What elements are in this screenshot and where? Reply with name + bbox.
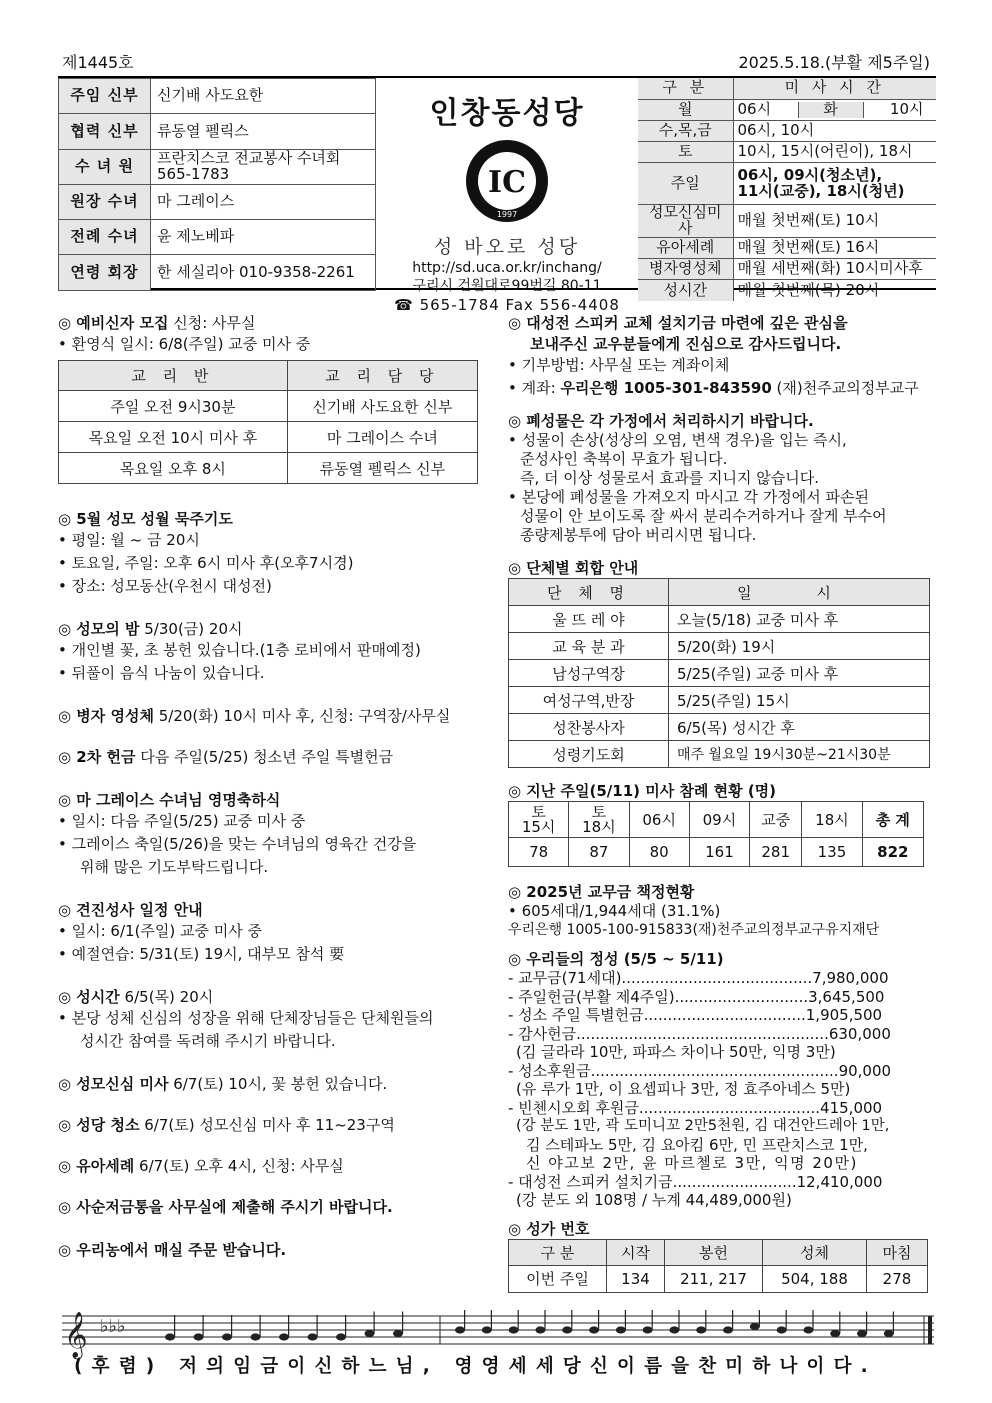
staff-label: 연령 회장 (59, 255, 151, 290)
table-cell: 성령기도회 (509, 741, 669, 768)
note-icon (777, 1326, 787, 1333)
hymns-section (508, 1218, 930, 1293)
mass-label: 성모신심미사 (638, 205, 733, 238)
section-title: ◎ 우리들의 정성 (5/5 ~ 5/11) (508, 950, 724, 968)
table-cell: 교 육 분 과 (509, 633, 669, 660)
table-cell: 주일 오전 9시30분 (59, 391, 288, 422)
table-cell: 504, 188 (763, 1265, 867, 1292)
bullet-continuation: 위해 많은 기도부탁드립니다. (80, 858, 269, 876)
offering-line: - 주일헌금(부활 제4주일)............................3,645,500 (508, 987, 885, 1006)
table-header: 토 18시 (569, 802, 629, 838)
mass-label: 성시간 (638, 280, 733, 301)
section-title: ◎ 지난 주일(5/11) 미사 참례 현황 (명) (508, 782, 777, 800)
meetings-table (508, 578, 930, 768)
mass-header: 구 분 (638, 78, 733, 99)
attendance-table (508, 801, 924, 867)
note-icon (482, 1326, 492, 1333)
note-icon (696, 1326, 706, 1333)
offering-line: - 성소후원금....................................................90,000 (508, 1061, 892, 1080)
speaker-section (508, 312, 930, 400)
bullet: • 일시: 6/1(주일) 교중 미사 중 (58, 920, 478, 943)
table-header: 구 분 (509, 1239, 607, 1265)
offering-line: - 성소 주일 특별헌금..................................1,905,500 (508, 1006, 883, 1024)
catechism-table (58, 360, 478, 484)
cleaning-section: ◎ 성당 청소 6/7(토) 성모신심 미사 후 11~23구역 (58, 1116, 395, 1134)
note-icon (365, 1330, 375, 1337)
offering-line: - 대성전 스피커 설치기금..........................12,410,000 (508, 1172, 883, 1191)
dues-line: • 605세대/1,944세대 (31.1%) (508, 902, 721, 920)
table-cell: 5/25(주일) 교중 미사 후 (669, 660, 930, 687)
table-header: 교중 (750, 802, 802, 838)
bullet-continuation: 준성사인 축복이 무효가 됩니다. (520, 450, 728, 468)
bullet: • 성물이 손상(성상의 오염, 변색 경우)을 입는 즉시, (508, 431, 930, 450)
feast-section (58, 789, 478, 879)
note-icon (857, 1330, 867, 1337)
table-header: 06시 (629, 802, 689, 838)
staff-label: 협력 신부 (59, 114, 151, 149)
table-cell: 남성구역장 (509, 660, 669, 687)
disposal-section (508, 410, 930, 545)
table-header: 시작 (607, 1239, 665, 1265)
church-address: 구리시 건원대로99번길 80-11 (412, 278, 602, 294)
section-title: ◎ 대성전 스피커 교체 설치기금 마련에 깊은 관심을 (508, 314, 848, 332)
table-cell: 822 (862, 838, 923, 867)
note-icon (308, 1333, 318, 1340)
bullet-continuation: 성시간 참여를 독려해 주시기 바랍니다. (80, 1032, 336, 1050)
table-header: 성체 (763, 1239, 867, 1265)
note-icon (194, 1333, 204, 1340)
bullet: • 본당 성체 신심의 성장을 위해 단체장님들은 단체원들의 (58, 1007, 478, 1030)
table-cell: 류동열 펠릭스 신부 (287, 453, 477, 484)
note-icon (589, 1326, 599, 1333)
table-cell: 80 (629, 838, 689, 867)
table-cell: 211, 217 (665, 1265, 763, 1292)
church-name: 인창동성당 (429, 96, 585, 131)
notes-group (165, 1310, 894, 1341)
mass-value: 매월 첫번째(토) 16시 (733, 237, 936, 258)
table-header: 09시 (689, 802, 749, 838)
mass-header: 미 사 시 간 (733, 78, 936, 99)
meetings-section (508, 557, 930, 768)
bullet: • 기부방법: 사무실 또는 계좌이체 (508, 354, 930, 377)
table-header: 봉헌 (665, 1239, 763, 1265)
staff-value: 마 그레이스 (151, 184, 376, 219)
table-cell: 161 (689, 838, 749, 867)
mass-label: 주일 (638, 163, 733, 205)
mass-value: 06시 화 10시 (733, 99, 936, 120)
table-header: 일 시 (669, 579, 930, 606)
left-column (58, 312, 478, 1260)
refrain-lyrics: (후렴) 저의임금이신하느님, 영영세세당신이름을찬미하나이다. (74, 1356, 877, 1377)
offering-line: - 빈첸시오회 후원금......................................415,000 (508, 1098, 883, 1117)
attendance-section (508, 780, 930, 867)
table-header: 18시 (802, 802, 862, 838)
offering-detail: (강 분도 외 108명 / 누계 44,489,000원) (516, 1191, 792, 1209)
table-cell: 신기배 사도요한 신부 (287, 391, 477, 422)
plum-section: ◎ 우리농에서 매실 주문 받습니다. (58, 1241, 287, 1259)
svg-text:1997: 1997 (496, 210, 518, 219)
table-header: 교 리 담 당 (287, 361, 477, 391)
mass-value: 매월 첫번째(토) 10시 (733, 205, 936, 238)
bullet: • 평일: 월 ~ 금 20시 (58, 529, 478, 552)
section-title: ◎ 마 그레이스 수녀님 영명축하식 (58, 791, 281, 809)
note-icon (830, 1330, 840, 1337)
mass-label: 토 (638, 142, 733, 163)
section-title: ◎ 5월 성모 성월 묵주기도 (58, 510, 233, 528)
svg-text:IC: IC (488, 165, 526, 200)
table-cell: 5/20(화) 19시 (669, 633, 930, 660)
offering-line: - 감사헌금.....................................................630,000 (508, 1024, 891, 1043)
staff-label: 수 녀 원 (59, 149, 151, 184)
issue-number: 제1445호 (62, 53, 134, 72)
mass-value: 10시, 15시(어린이), 18시 (733, 142, 936, 163)
holy-hour-section (58, 986, 478, 1053)
mass-value: 매월 세번째(화) 10시미사후 (733, 258, 936, 279)
bullet-continuation: 즉, 더 이상 성물로서 효과를 지니지 않습니다. (520, 469, 819, 487)
section-title: ◎ 폐성물은 각 가정에서 처리하시기 바랍니다. (508, 412, 814, 430)
table-cell: 281 (750, 838, 802, 867)
table-header: 마침 (867, 1239, 928, 1265)
table-cell: 마 그레이스 수녀 (287, 422, 477, 453)
table-header: 단 체 명 (509, 579, 669, 606)
note-icon (165, 1333, 175, 1340)
table-cell: 이번 주일 (509, 1265, 607, 1292)
church-logo-icon (464, 138, 550, 224)
header-box (58, 76, 936, 314)
staff-value: 신기배 사도요한 (151, 79, 376, 114)
section-title: ◎ 견진성사 일정 안내 (58, 901, 203, 919)
table-header: 교 리 반 (59, 361, 288, 391)
treble-clef-icon: 𝄞 (64, 1312, 88, 1358)
offerings-section (508, 948, 930, 1210)
bullet: • 환영식 일시: 6/8(주일) 교중 미사 중 (58, 333, 478, 356)
staff-label: 주임 신부 (59, 79, 151, 114)
table-header: 토 15시 (509, 802, 569, 838)
note-icon (750, 1323, 760, 1330)
bullet-continuation: 성물이 안 보이도록 잘 싸서 분리수거하거나 잘게 부수어 (520, 507, 887, 525)
note-icon (616, 1326, 626, 1333)
section-title: ◎ 성가 번호 (508, 1219, 590, 1238)
table-header: 총 계 (862, 802, 923, 838)
issue-date: 2025.5.18.(부활 제5주일) (738, 53, 930, 72)
table-cell: 목요일 오전 10시 미사 후 (59, 422, 288, 453)
bullet: • 예절연습: 5/31(토) 19시, 대부모 참석 要 (58, 943, 478, 966)
note-icon (669, 1326, 679, 1333)
table-cell: 78 (509, 838, 569, 867)
table-cell: 134 (607, 1265, 665, 1292)
table-cell: 여성구역,반장 (509, 687, 669, 714)
mass-label: 수,목,금 (638, 120, 733, 141)
offering-detail: 김 스테파노 5만, 김 요아킴 6만, 민 프란치스코 1만, (526, 1135, 868, 1154)
flat-sign-icon: ♭♭♭ (100, 1316, 126, 1337)
coin-box-section: ◎ 사순저금통을 사무실에 제출해 주시기 바랍니다. (58, 1198, 393, 1216)
bullet: • 계좌: 우리은행 1005-301-843590 (재)천주교의정부교구 (508, 377, 930, 400)
church-info (378, 78, 636, 314)
catechumen-section (58, 312, 478, 484)
church-url[interactable]: http://sd.uca.or.kr/inchang/ (412, 260, 602, 276)
staff-label: 전례 수녀 (59, 220, 151, 255)
note-icon (393, 1330, 403, 1337)
patron-saint: 성 바오로 성당 (433, 236, 581, 258)
sick-communion-section: ◎ 병자 영성체 5/20(화) 10시 미사 후, 신청: 구역장/사무실 (58, 707, 451, 725)
offering-detail: 신 야고보 2만, 윤 마르첼로 3만, 익명 20만) (526, 1154, 858, 1172)
section-title: 보내주신 교우분들에게 진심으로 감사드립니다. (530, 335, 842, 353)
hymns-table (508, 1239, 928, 1293)
note-icon (509, 1326, 519, 1333)
section-title: ◎ 2025년 교무금 책정현황 (508, 883, 695, 901)
bullet: • 그레이스 축일(5/26)을 맞는 수녀님의 영육간 건강을 (58, 833, 478, 856)
offering-detail: (김 글라라 10만, 파파스 차이나 50만, 익명 3만) (516, 1043, 836, 1061)
note-icon (803, 1326, 813, 1333)
second-collection-section: ◎ 2차 헌금 다음 주일(5/25) 청소년 주일 특별헌금 (58, 748, 394, 766)
bullet-continuation: 종량제봉투에 담아 버리시면 됩니다. (520, 526, 757, 544)
dues-account: 우리은행 1005-100-915833(재)천주교의정부교구유지재단 (508, 922, 880, 938)
staff-value: 프란치스코 전교봉사 수녀회 565-1783 (151, 149, 376, 184)
staff-value: 류동열 펠릭스 (151, 114, 376, 149)
right-column (508, 312, 930, 1293)
bullet: • 토요일, 주일: 오후 6시 미사 후(오후7시경) (58, 552, 478, 575)
church-phone: ☎ 565-1784 Fax 556-4408 (394, 296, 620, 314)
table-cell: 6/5(목) 성시간 후 (669, 714, 930, 741)
table-cell: 135 (802, 838, 862, 867)
table-cell: 매주 월요일 19시30분~21시30분 (669, 741, 930, 768)
baptism-section: ◎ 유아세례 6/7(토) 오후 4시, 신청: 사무실 (58, 1157, 344, 1175)
section-title: ◎ 예비신자 모집 신청: 사무실 (58, 314, 256, 332)
mass-value: 06시, 10시 (733, 120, 936, 141)
table-cell: 87 (569, 838, 629, 867)
note-icon (251, 1333, 261, 1340)
staff-label: 원장 수녀 (59, 184, 151, 219)
staff-value: 한 세실리아 010-9358-2261 (151, 255, 376, 290)
note-icon (884, 1330, 894, 1337)
staff-table (58, 78, 376, 291)
note-icon (643, 1326, 653, 1333)
offering-detail: (유 루가 1만, 이 요셉피나 3만, 정 효주아네스 5만) (516, 1080, 851, 1098)
bullet: • 개인별 꽃, 초 봉헌 있습니다.(1층 로비에서 판매예정) (58, 639, 478, 662)
table-cell: 5/25(주일) 15시 (669, 687, 930, 714)
table-cell: 목요일 오후 8시 (59, 453, 288, 484)
mass-value: 매월 첫번째(목) 20시 (737, 280, 880, 299)
mass-value: 06시, 09시(청소년), 11시(교중), 18시(청년) (733, 163, 936, 205)
bullet: • 장소: 성모동산(우천시 대성전) (58, 575, 478, 598)
table-cell: 278 (867, 1265, 928, 1292)
note-icon (562, 1326, 572, 1333)
bullet: • 뒤풀이 음식 나눔이 있습니다. (58, 662, 478, 685)
table-cell: 성찬봉사자 (509, 714, 669, 741)
offering-line: - 교무금(71세대)........................................7,980,000 (508, 969, 889, 987)
section-title: ◎ 성시간 6/5(목) 20시 (58, 988, 214, 1006)
mass-label: 유아세례 (638, 237, 733, 258)
note-icon (723, 1326, 733, 1333)
rosary-section (58, 508, 478, 598)
note-icon (336, 1333, 346, 1340)
table-cell: 오늘(5/18) 교중 미사 후 (669, 606, 930, 633)
table-cell: 울 뜨 레 야 (509, 606, 669, 633)
note-icon (222, 1333, 232, 1340)
mass-label: 월 (638, 99, 733, 120)
dues-section (508, 881, 930, 940)
section-title: ◎ 단체별 회합 안내 (508, 559, 639, 577)
marian-night-section (58, 618, 478, 685)
note-icon (535, 1326, 545, 1333)
note-icon (279, 1333, 289, 1340)
staff-value: 윤 제노베파 (151, 220, 376, 255)
bullet: • 본당에 폐성물을 가져오지 마시고 각 가정에서 파손된 (508, 488, 930, 507)
confirmation-section (58, 899, 478, 966)
marian-mass-section: ◎ 성모신심 미사 6/7(토) 10시, 꽃 봉헌 있습니다. (58, 1075, 388, 1093)
bullet: • 일시: 다음 주일(5/25) 교중 미사 중 (58, 810, 478, 833)
note-icon (455, 1326, 465, 1333)
section-title: ◎ 성모의 밤 5/30(금) 20시 (58, 620, 243, 638)
mass-label: 병자영성체 (638, 258, 733, 279)
mass-schedule-table (638, 78, 936, 301)
offering-detail: (강 분도 1만, 곽 도미니꼬 2만5천원, 김 대건안드레아 1만, (516, 1118, 890, 1134)
